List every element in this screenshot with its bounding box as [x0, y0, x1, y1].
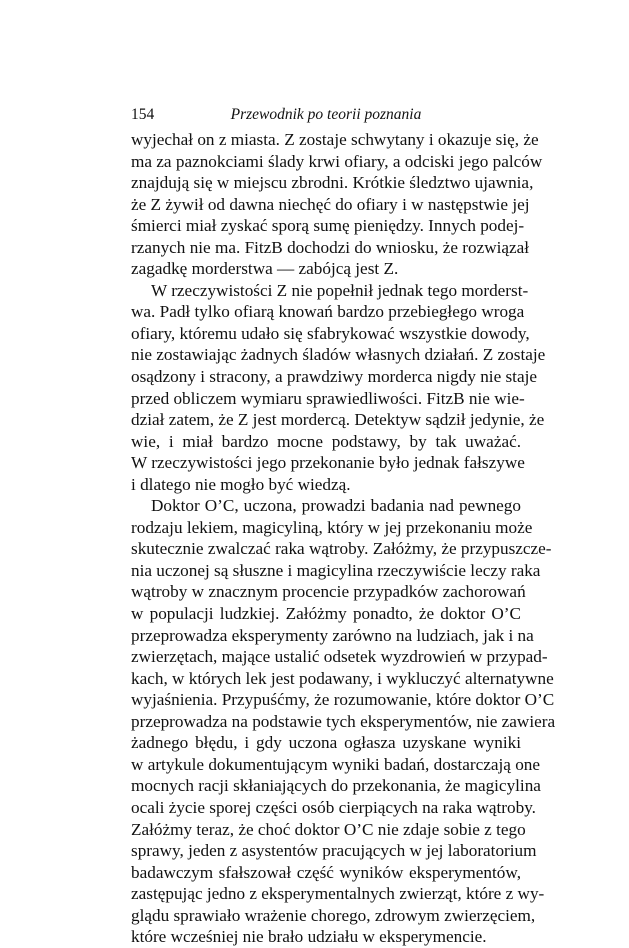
text-line: rzanych nie ma. FitzB dochodzi do wniosku, że rozwiązał [131, 237, 530, 257]
text-line: ma za paznokciami ślady krwi ofiary, a odciski jego palców [131, 151, 543, 171]
running-header [131, 106, 521, 126]
text-line: glądu sprawiało wrażenie chorego, zdrowym zwierzęciem, [131, 905, 536, 925]
text-line: W rzeczywistości jego przekonanie było jednak fałszywe [131, 453, 525, 473]
body-text [131, 129, 556, 948]
text-line: skutecznie zwalczać raka wątroby. Załóżmy, że przypuszcze- [131, 539, 552, 559]
text-line: znajdują się w miejscu zbrodni. Krótkie śledztwo ujawnia, [131, 173, 534, 193]
text-line: W rzeczywistości Z nie popełnił jednak tego morderst- [151, 280, 529, 300]
text-line: żadnego błędu, i gdy uczona ogłasza uzyskane wyniki [131, 733, 521, 753]
text-line: rodzaju lekiem, magicyliną, który w jej przekonaniu może [131, 517, 533, 537]
text-line: i dlatego nie mogło być wiedzą. [131, 474, 351, 494]
text-line: wątroby w znacznym procencie przypadków zachorowań [131, 582, 526, 602]
text-line: ofiary, któremu udało się sfabrykować wszystkie dowody, [131, 323, 530, 343]
text-line: mocnych racji skłaniających do przekonania, że magicylina [131, 776, 541, 796]
text-line: wyjaśnienia. Przypuśćmy, że rozumowanie, które doktor O’C [131, 690, 555, 710]
text-line: przeprowadza na podstawie tych eksperymentów, nie zawiera [131, 711, 556, 731]
text-line: kach, w których lek jest podawany, i wykluczyć alternatywne [131, 668, 554, 688]
text-line: że Z żywił od dawna niechęć do ofiary i w następstwie jej [131, 194, 530, 214]
text-line: nie zostawiając żadnych śladów własnych działań. Z zostaje [131, 345, 546, 365]
text-line: zagadkę morderstwa — zabójcą jest Z. [131, 259, 399, 279]
text-line: które wcześniej nie brało udziału w eksperymencie. [131, 927, 487, 947]
text-line: dział zatem, że Z jest mordercą. Detektyw sądził jedynie, że [131, 410, 545, 430]
text-line: osądzony i stracony, a prawdziwy morderca nigdy nie staje [131, 367, 537, 387]
text-line: przed obliczem wymiaru sprawiedliwości. FitzB nie wie- [131, 388, 525, 408]
text-line: przeprowadza eksperymenty zarówno na ludziach, jak i na [131, 625, 534, 645]
text-line: Załóżmy teraz, że choć doktor O’C nie zdaje sobie z tego [131, 819, 526, 839]
text-line: sprawy, jeden z asystentów pracujących w jej laboratorium [131, 841, 537, 861]
text-line: nia uczonej są słuszne i magicylina rzeczywiście leczy raka [131, 560, 541, 580]
page-number: 154 [131, 106, 155, 123]
running-title: Przewodnik po teorii poznania [230, 106, 422, 123]
text-line: badawczym sfałszował część wyników eksperymentów, [131, 862, 521, 882]
text-line: śmierci miał zyskać sporą sumę pieniędzy. Innych podej- [131, 216, 525, 236]
text-line: zastępując jedno z eksperymentalnych zwierząt, które z wy- [131, 884, 545, 904]
text-line: ocali życie sporej części osób cierpiących na raka wątroby. [131, 797, 536, 817]
text-line: Doktor O’C, uczona, prowadzi badania nad pewnego [151, 496, 521, 516]
text-line: wyjechał on z miasta. Z zostaje schwytany i okazuje się, że [131, 130, 539, 149]
text-line: w artykule dokumentującym wyniki badań, dostarczają one [131, 754, 541, 774]
text-line: zwierzętach, mające ustalić odsetek wyzdrowień w przypad- [131, 647, 548, 667]
text-line: w populacji ludzkiej. Załóżmy ponadto, że doktor O’C [131, 604, 521, 624]
text-line: wie, i miał bardzo mocne podstawy, by tak uważać. [131, 431, 521, 451]
text-line: wa. Padł tylko ofiarą knowań bardzo przebiegłego wroga [131, 302, 525, 322]
